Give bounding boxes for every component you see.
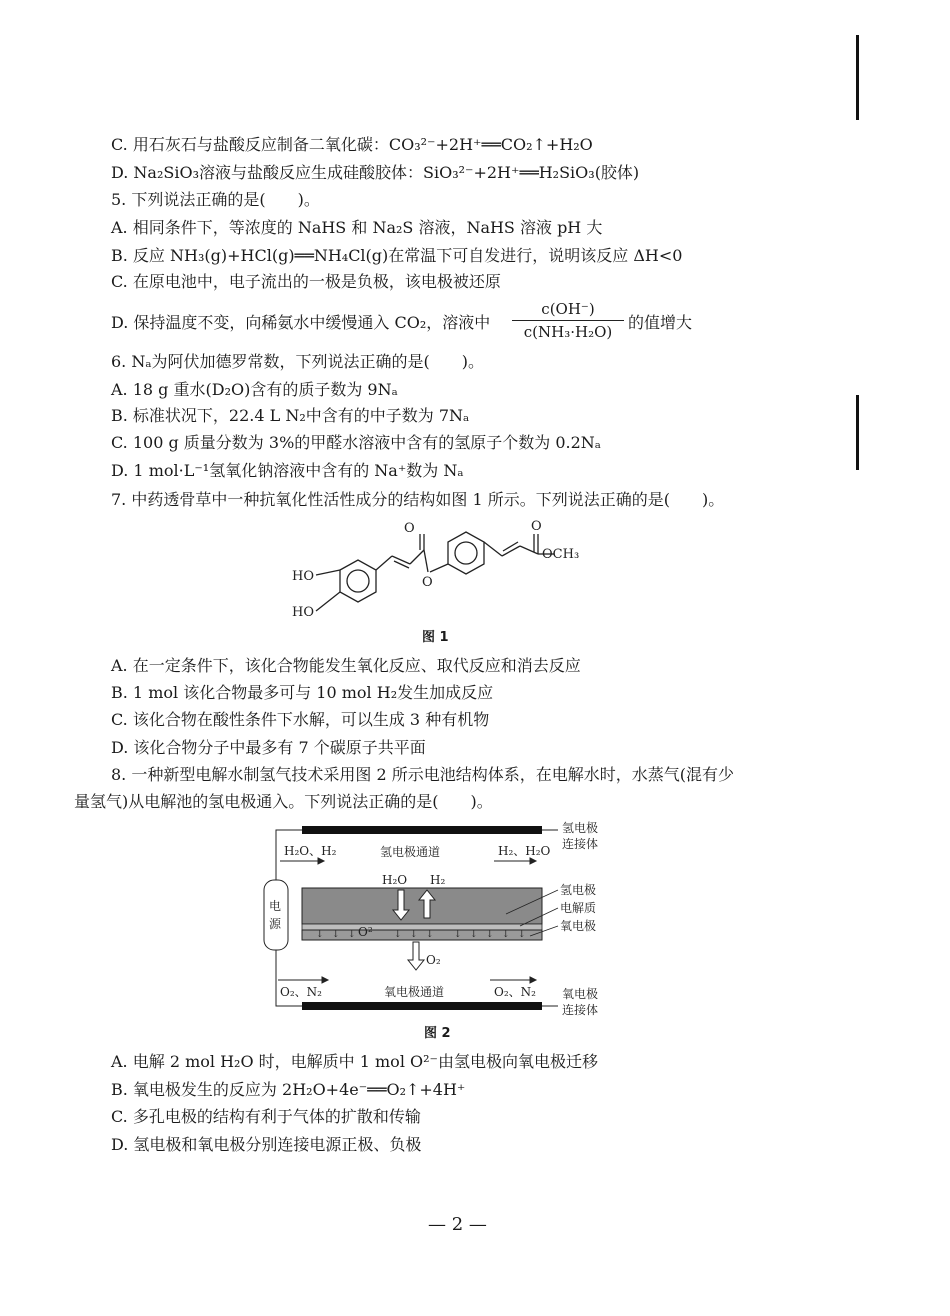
svg-text:↓: ↓ <box>454 930 462 940</box>
q8-option-c: C. 多孔电极的结构有利于气体的扩散和传输 <box>111 1107 421 1126</box>
o-connector-label1: 氧电极 <box>562 987 599 1001</box>
o-connector-label2: 连接体 <box>562 1003 599 1017</box>
q4-option-c: C. 用石灰石与盐酸反应制备二氧化碳：CO₃²⁻+2H⁺══CO₂↑+H₂O <box>111 135 593 154</box>
bottom-right-gases: O₂、N₂ <box>494 985 536 999</box>
q6-stem: 6. Nₐ为阿伏加德罗常数，下列说法正确的是( )。 <box>111 352 485 371</box>
q8-stem-line2: 量氢气)从电解池的氢电极通入。下列说法正确的是( )。 <box>74 792 493 811</box>
aromatic-circle-right <box>455 542 477 564</box>
power-label-char1: 电 <box>269 899 282 913</box>
fraction-bar <box>512 320 624 321</box>
bond-chain5 <box>502 546 520 556</box>
h-connector-label1: 氢电极 <box>562 821 599 835</box>
hydrogen-electrode <box>302 888 542 924</box>
label-oxygen-electrode: 氧电极 <box>560 919 597 933</box>
q6-option-d: D. 1 mol·L⁻¹氢氧化钠溶液中含有的 Na⁺数为 Nₐ <box>111 461 464 480</box>
h-connector-label2: 连接体 <box>562 837 599 851</box>
svg-text:↓: ↓ <box>332 930 340 940</box>
figure1-structure <box>290 520 600 630</box>
fraction-denominator: c(NH₃·H₂O) <box>523 323 613 341</box>
q8-option-a: A. 电解 2 mol H₂O 时，电解质中 1 mol O²⁻由氢电极向氧电极迁移 <box>111 1052 598 1071</box>
label-ho1: HO <box>292 569 314 584</box>
bond-chain3 <box>410 550 424 564</box>
q8-option-d: D. 氢电极和氧电极分别连接电源正极、负极 <box>111 1135 422 1154</box>
bond-ester2 <box>430 564 448 572</box>
bond-chain5b <box>503 542 518 551</box>
q6-option-b: B. 标准状况下，22.4 L N₂中含有的中子数为 7Nₐ <box>111 406 470 425</box>
q7-stem: 7. 中药透骨草中一种抗氧化性活性成分的结构如图 1 所示。下列说法正确的是( )。 <box>111 490 725 509</box>
q5-option-b: B. 反应 NH₃(g)+HCl(g)══NH₄Cl(g)在常温下可自发进行，说明该反应 ΔH<0 <box>111 246 683 265</box>
label-electrolyte: 电解质 <box>560 901 597 915</box>
margin-mark-middle <box>856 395 859 470</box>
label-o-top2: O <box>531 520 542 534</box>
figure2-caption: 图 2 <box>424 1026 451 1041</box>
bottom-channel-label: 氧电极通道 <box>384 985 445 999</box>
q7-option-b: B. 1 mol 该化合物最多可与 10 mol H₂发生加成反应 <box>111 683 494 702</box>
q5-option-d-post: 的值增大 <box>628 313 693 332</box>
aromatic-circle-left <box>347 570 369 592</box>
power-label-char2: 源 <box>269 917 282 931</box>
label-o-ester: O <box>422 575 433 590</box>
q6-option-a: A. 18 g 重水(D₂O)含有的质子数为 9Nₐ <box>111 380 398 399</box>
figure2-diagram <box>258 818 638 1018</box>
q7-option-d: D. 该化合物分子中最多有 7 个碳原子共平面 <box>111 738 426 757</box>
q8-stem-line1: 8. 一种新型电解水制氢气技术采用图 2 所示电池结构体系，在电解水时，水蒸气(混有少 <box>111 765 734 784</box>
o2-label: O₂ <box>426 953 441 967</box>
bond-ho1 <box>316 570 340 575</box>
bond-chain2 <box>392 556 410 564</box>
top-left-gases: H₂O、H₂ <box>284 844 337 858</box>
bond-chain1 <box>376 556 392 570</box>
figure1-caption: 图 1 <box>422 630 449 645</box>
svg-text:↓: ↓ <box>470 930 478 940</box>
q7-option-c: C. 该化合物在酸性条件下水解，可以生成 3 种有机物 <box>111 710 490 729</box>
o2-out-arrow <box>408 942 424 970</box>
q5-stem: 5. 下列说法正确的是( )。 <box>111 190 320 209</box>
h2o-label: H₂O <box>382 873 408 887</box>
svg-text:↓: ↓ <box>518 930 526 940</box>
benzene-ring-right <box>448 532 484 574</box>
q5-option-d-fraction <box>512 299 624 342</box>
label-och3: OCH₃ <box>542 547 580 562</box>
h2-label: H₂ <box>430 873 446 887</box>
bond-ho2 <box>316 592 340 611</box>
hydrogen-connector-plate <box>302 826 542 834</box>
page-number: — 2 — <box>428 1214 487 1235</box>
bond-chain6 <box>520 546 538 554</box>
top-channel-label: 氢电极通道 <box>380 845 441 859</box>
top-right-gases: H₂、H₂O <box>498 844 551 858</box>
q7-option-a: A. 在一定条件下，该化合物能发生氧化反应、取代反应和消去反应 <box>111 656 581 675</box>
bond-chain4 <box>484 542 502 556</box>
fraction-numerator: c(OH⁻) <box>541 300 595 318</box>
q5-option-d-pre: D. 保持温度不变，向稀氨水中缓慢通入 CO₂，溶液中 <box>111 313 491 332</box>
bond-ester1 <box>424 550 428 572</box>
svg-text:↓: ↓ <box>486 930 494 940</box>
svg-text:↓: ↓ <box>426 930 434 940</box>
benzene-ring-left <box>340 560 376 602</box>
svg-text:↓: ↓ <box>316 930 324 940</box>
svg-text:↓: ↓ <box>348 930 356 940</box>
svg-text:↓: ↓ <box>410 930 418 940</box>
bottom-left-gases: O₂、N₂ <box>280 985 322 999</box>
power-source <box>264 880 288 950</box>
o2minus-label: O²⁻ <box>358 925 379 939</box>
q5-option-c: C. 在原电池中，电子流出的一极是负极，该电极被还原 <box>111 272 501 291</box>
margin-mark-top <box>856 35 859 120</box>
q4-option-d: D. Na₂SiO₃溶液与盐酸反应生成硅酸胶体：SiO₃²⁻+2H⁺══H₂SiO₃(胶体) <box>111 163 640 182</box>
label-ho2: HO <box>292 605 314 620</box>
svg-text:↓: ↓ <box>394 930 402 940</box>
oxygen-connector-plate <box>302 1002 542 1010</box>
q6-option-c: C. 100 g 质量分数为 3%的甲醛水溶液中含有的氢原子个数为 0.2Nₐ <box>111 433 601 452</box>
label-o-top1: O <box>404 521 415 536</box>
svg-text:↓: ↓ <box>502 930 510 940</box>
q5-option-a: A. 相同条件下，等浓度的 NaHS 和 Na₂S 溶液，NaHS 溶液 pH 大 <box>111 218 603 237</box>
q8-option-b: B. 氧电极发生的反应为 2H₂O+4e⁻══O₂↑+4H⁺ <box>111 1080 466 1099</box>
label-hydrogen-electrode: 氢电极 <box>560 883 597 897</box>
